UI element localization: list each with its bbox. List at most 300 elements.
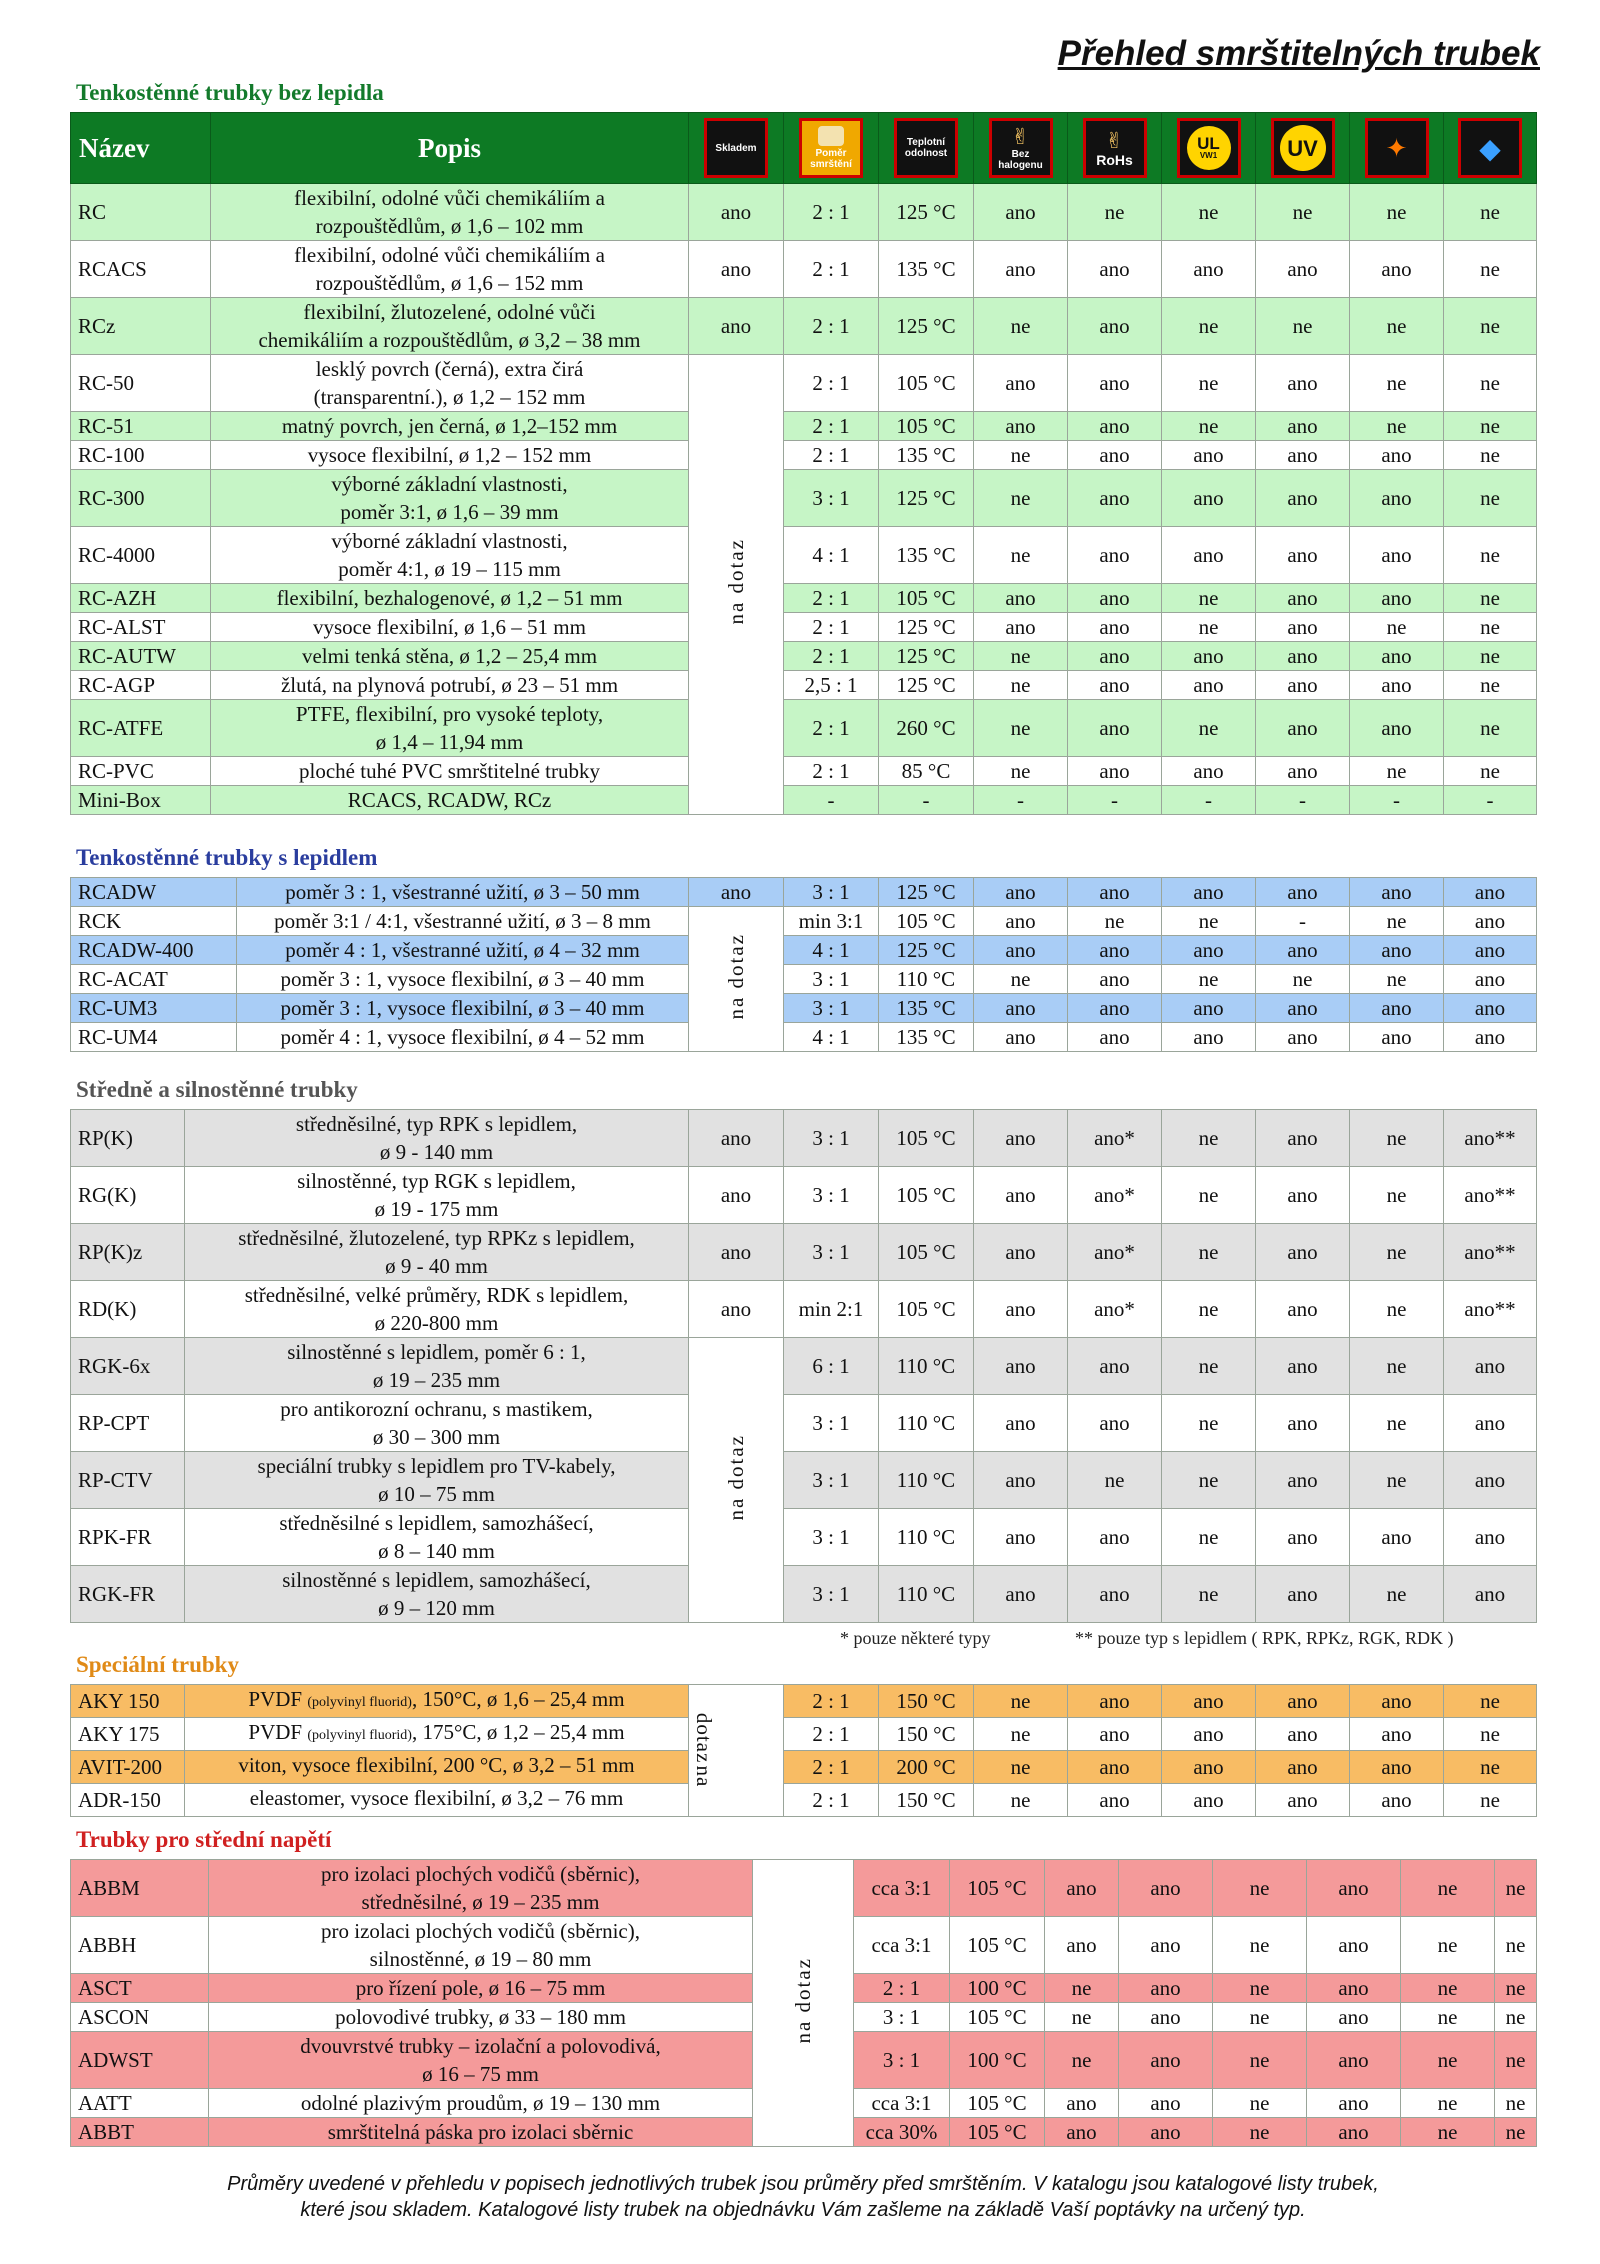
property-value: ne: [1350, 1566, 1444, 1623]
table-row: [71, 184, 1537, 241]
ratio-value: 4 : 1: [784, 936, 879, 965]
desc-line: chemikáliím a rozpouštědlům, ø 3,2 – 38 mm: [258, 328, 641, 352]
property-value: ne: [1045, 2032, 1119, 2089]
skladem-icon: Skladem: [704, 118, 768, 178]
stock-value: ano: [689, 184, 784, 241]
desc-line: PTFE, flexibilní, pro vysoké teploty,: [295, 702, 604, 726]
property-value: ano: [1045, 1860, 1119, 1917]
property-value: ano: [1162, 994, 1256, 1023]
table-medium-thick: [70, 1109, 1537, 1623]
property-value: ne: [974, 470, 1068, 527]
property-value: ne: [974, 527, 1068, 584]
desc-line: ø 16 – 75 mm: [422, 2062, 539, 2086]
property-value: ano: [1162, 936, 1256, 965]
property-value: ano: [1068, 613, 1162, 642]
product-name: ASCT: [71, 1974, 209, 2003]
property-value: ano: [1350, 470, 1444, 527]
property-value: -: [974, 786, 1068, 815]
desc-line: poměr 3 : 1, vysoce flexibilní, ø 3 – 40 mm: [280, 996, 645, 1020]
property-value: ne: [1162, 1281, 1256, 1338]
property-value: ne: [1495, 2003, 1537, 2032]
product-desc: [237, 936, 689, 965]
product-desc: [211, 412, 689, 441]
property-value: ne: [1162, 412, 1256, 441]
desc-line: lesklý povrch (černá), extra čirá: [315, 357, 584, 381]
property-value: ano: [1256, 994, 1350, 1023]
product-name: RCK: [71, 907, 237, 936]
temp-value: 105 °C: [950, 2003, 1045, 2032]
property-value: ne: [1495, 1860, 1537, 1917]
product-name: RC-ACAT: [71, 965, 237, 994]
property-value: ne: [1401, 1974, 1495, 2003]
on-request-label: na dotaz: [724, 1433, 748, 1521]
temp-value: 105 °C: [950, 1917, 1045, 1974]
property-value: ano: [1119, 1917, 1213, 1974]
property-value: ano: [1068, 1338, 1162, 1395]
temp-value: 135 °C: [879, 441, 974, 470]
property-value: ne: [1350, 907, 1444, 936]
desc-line: silnostěnné, ø 19 – 80 mm: [369, 1947, 592, 1971]
property-value: ano: [974, 1338, 1068, 1395]
desc-line: ploché tuhé PVC smrštitelné trubky: [299, 759, 600, 783]
product-name: RC-4000: [71, 527, 211, 584]
property-value: ne: [1444, 613, 1537, 642]
table-row: [71, 757, 1537, 786]
on-request-label: dotaz: [692, 1713, 716, 1764]
temp-value: -: [879, 786, 974, 815]
product-desc: [211, 355, 689, 412]
property-value: ne: [1350, 613, 1444, 642]
property-value: ano: [1444, 1395, 1537, 1452]
property-value: ano: [1256, 1224, 1350, 1281]
product-name: RC-AUTW: [71, 642, 211, 671]
property-value: ne: [1213, 1974, 1307, 2003]
product-desc: [211, 470, 689, 527]
desc-line: (transparentní.), ø 1,2 – 152 mm: [313, 385, 586, 409]
property-value: ne: [1162, 1110, 1256, 1167]
property-value: ne: [1045, 1974, 1119, 2003]
property-value: ano: [1256, 1110, 1350, 1167]
desc-line: středněsilné, velké průměry, RDK s lepidlem,: [244, 1283, 629, 1307]
property-value: ne: [1162, 1224, 1256, 1281]
desc-line: pro izolaci plochých vodičů (sběrnic),: [321, 1862, 640, 1886]
table-row: [71, 584, 1537, 613]
desc-line: dvouvrstvé trubky – izolační a polovodivá,: [300, 2034, 661, 2058]
temp-value: 150 °C: [879, 1784, 974, 1817]
property-value: ne: [974, 1751, 1068, 1784]
property-value: ne: [1162, 584, 1256, 613]
desc-line: velmi tenká stěna, ø 1,2 – 25,4 mm: [301, 644, 598, 668]
property-value: ne: [1495, 2032, 1537, 2089]
property-value: ne: [1444, 1784, 1537, 1817]
desc-part: viton, vysoce flexibilní, 200 °C, ø 3,2 – 51 mm: [238, 1753, 635, 1777]
property-value: ano: [1256, 1685, 1350, 1718]
table-row: [71, 613, 1537, 642]
product-desc: [185, 1110, 689, 1167]
temp-value: 150 °C: [879, 1718, 974, 1751]
table-row: [71, 1860, 1537, 1917]
desc-line: ø 8 – 140 mm: [378, 1539, 495, 1563]
table-row: [71, 441, 1537, 470]
property-value: ano**: [1444, 1110, 1537, 1167]
property-value: ano: [974, 1110, 1068, 1167]
desc-line: ø 9 - 140 mm: [379, 1140, 494, 1164]
ratio-value: 2 : 1: [784, 1751, 879, 1784]
ratio-value: 3 : 1: [784, 1452, 879, 1509]
ratio-value: 2 : 1: [784, 700, 879, 757]
desc-line: středněsilné, ø 19 – 235 mm: [361, 1890, 600, 1914]
desc-line: ø 19 – 235 mm: [372, 1368, 501, 1392]
desc-line: silnostěnné s lepidlem, samozhášecí,: [282, 1568, 591, 1592]
property-value: ano: [1256, 527, 1350, 584]
table-row: [71, 1110, 1537, 1167]
note-some-types: * pouze některé typy: [840, 1628, 991, 1648]
property-value: ano: [1256, 1281, 1350, 1338]
property-value: ano: [1162, 1718, 1256, 1751]
product-desc: [211, 642, 689, 671]
property-value: ano: [974, 584, 1068, 613]
temp-value: 105 °C: [950, 1860, 1045, 1917]
property-value: ne: [1444, 1718, 1537, 1751]
product-name: RCADW-400: [71, 936, 237, 965]
property-value: ne: [1350, 757, 1444, 786]
table-row: [71, 878, 1537, 907]
property-value: ne: [1444, 298, 1537, 355]
property-value: ano: [1444, 1452, 1537, 1509]
property-value: ano: [1444, 1338, 1537, 1395]
product-desc: [211, 613, 689, 642]
property-value: ano: [1068, 757, 1162, 786]
property-value: ano: [1350, 1751, 1444, 1784]
temp-value: 105 °C: [879, 1224, 974, 1281]
desc-line: poměr 4 : 1, vysoce flexibilní, ø 4 – 52 mm: [280, 1025, 645, 1049]
header-name: Název: [71, 113, 211, 184]
temp-value: 110 °C: [879, 1566, 974, 1623]
property-value: ne: [1444, 184, 1537, 241]
temp-value: 105 °C: [879, 1167, 974, 1224]
property-value: ano: [1068, 412, 1162, 441]
property-value: ano: [1119, 1860, 1213, 1917]
temp-value: 105 °C: [879, 584, 974, 613]
property-value: ne: [1350, 1338, 1444, 1395]
property-value: ne: [1256, 298, 1350, 355]
property-value: ano: [1256, 700, 1350, 757]
temp-value: 110 °C: [879, 1509, 974, 1566]
product-desc: [211, 241, 689, 298]
property-value: ne: [1444, 470, 1537, 527]
product-name: RGK-6x: [71, 1338, 185, 1395]
desc-line: pro řízení pole, ø 16 – 75 mm: [355, 1976, 606, 2000]
product-name: RC-AZH: [71, 584, 211, 613]
product-name: RP(K)z: [71, 1224, 185, 1281]
property-value: ano: [1068, 1685, 1162, 1718]
property-value: ano: [1256, 412, 1350, 441]
property-value: ne: [1444, 1685, 1537, 1718]
property-value: ano: [1256, 1338, 1350, 1395]
property-value: ne: [1162, 700, 1256, 757]
desc-line: flexibilní, odolné vůči chemikáliím a: [294, 243, 605, 267]
temp-value: 125 °C: [879, 184, 974, 241]
product-name: ADR-150: [71, 1784, 185, 1817]
property-value: ano: [1068, 241, 1162, 298]
ratio-value: 2 : 1: [784, 298, 879, 355]
table-row: [71, 671, 1537, 700]
product-name: RCz: [71, 298, 211, 355]
property-value: ne: [1162, 1509, 1256, 1566]
desc-line: ø 30 – 300 mm: [372, 1425, 501, 1449]
product-desc: [237, 965, 689, 994]
property-value: ne: [1495, 2089, 1537, 2118]
property-value: -: [1444, 786, 1537, 815]
property-value: ne: [1444, 355, 1537, 412]
property-value: ano: [1119, 1974, 1213, 2003]
table-row: [71, 527, 1537, 584]
uv-icon: UV: [1271, 118, 1335, 178]
section-title-special: Speciální trubky: [76, 1652, 239, 1677]
property-value: ne: [1162, 613, 1256, 642]
property-value: ano*: [1068, 1167, 1162, 1224]
property-value: ano: [1256, 1023, 1350, 1052]
ratio-value: 3 : 1: [854, 2003, 950, 2032]
desc-part: , 150°C, ø 1,6 – 25,4 mm: [411, 1687, 625, 1711]
stock-value: ano: [689, 878, 784, 907]
property-value: ano: [974, 184, 1068, 241]
table-row: [71, 965, 1537, 994]
product-desc: [211, 700, 689, 757]
property-value: ano: [1256, 1718, 1350, 1751]
product-name: Mini-Box: [71, 786, 211, 815]
property-value: ano: [1119, 2089, 1213, 2118]
product-desc: [185, 1509, 689, 1566]
property-value: -: [1068, 786, 1162, 815]
section-title-medium-thick: Středně a silnostěnné trubky: [76, 1077, 358, 1102]
property-value: ne: [1444, 671, 1537, 700]
property-value: ano: [1256, 1167, 1350, 1224]
property-value: ne: [1213, 1860, 1307, 1917]
desc-line: poměr 3:1 / 4:1, všestranné užití, ø 3 – 8 mm: [274, 909, 651, 933]
product-desc: [237, 994, 689, 1023]
property-value: ano*: [1068, 1110, 1162, 1167]
stock-value: ano: [689, 298, 784, 355]
property-value: ano: [1068, 1784, 1162, 1817]
desc-line: RCACS, RCADW, RCz: [347, 788, 552, 812]
desc-line: ø 9 - 40 mm: [385, 1254, 488, 1278]
table-row: [71, 1452, 1537, 1509]
desc-line: pro antikorozní ochranu, s mastikem,: [280, 1397, 593, 1421]
table-row: [71, 1509, 1537, 1566]
product-desc: [185, 1685, 689, 1718]
product-name: ABBH: [71, 1917, 209, 1974]
flame-icon: ✦: [1365, 118, 1429, 178]
desc-line: poměr 3:1, ø 1,6 – 39 mm: [340, 500, 559, 524]
property-value: ano: [1256, 613, 1350, 642]
property-value: ano: [1350, 1023, 1444, 1052]
property-value: ano: [1256, 355, 1350, 412]
temp-value: 125 °C: [879, 642, 974, 671]
table-row: [71, 700, 1537, 757]
property-value: ano: [1307, 2003, 1401, 2032]
table-row: [71, 355, 1537, 412]
ratio-value: min 2:1: [784, 1281, 879, 1338]
property-value: ano: [1256, 241, 1350, 298]
property-value: ano: [1444, 994, 1537, 1023]
desc-line: výborné základní vlastnosti,: [331, 529, 568, 553]
property-value: ano: [974, 1167, 1068, 1224]
property-value: ano: [1068, 441, 1162, 470]
property-value: ne: [1444, 584, 1537, 613]
property-value: ne: [974, 1718, 1068, 1751]
temp-value: 150 °C: [879, 1685, 974, 1718]
property-value: ano: [1350, 584, 1444, 613]
on-request-cell: [689, 1338, 784, 1623]
table-header: [71, 113, 1537, 184]
property-value: ne: [1213, 1917, 1307, 1974]
product-name: RC-UM4: [71, 1023, 237, 1052]
product-name: ASCON: [71, 2003, 209, 2032]
on-request-label: na dotaz: [791, 1956, 815, 2044]
desc-line: ø 220-800 mm: [374, 1311, 499, 1335]
property-value: ano: [1256, 878, 1350, 907]
property-value: ne: [1350, 184, 1444, 241]
property-value: ano: [1256, 1395, 1350, 1452]
ratio-value: 3 : 1: [784, 965, 879, 994]
temp-value: 105 °C: [879, 907, 974, 936]
property-value: ne: [1401, 1860, 1495, 1917]
desc-small: (polyvinyl fluorid): [307, 1695, 412, 1710]
property-value: ne: [1444, 700, 1537, 757]
property-value: ano: [1444, 936, 1537, 965]
property-value: ano: [1307, 2032, 1401, 2089]
desc-line: smrštitelná páska pro izolaci sběrnic: [327, 2120, 634, 2144]
desc-line: středněsilné s lepidlem, samozhášecí,: [279, 1511, 594, 1535]
product-name: RC-AGP: [71, 671, 211, 700]
desc-part: eleastomer, vysoce flexibilní, ø 3,2 – 76 mm: [249, 1786, 624, 1810]
product-desc: [211, 584, 689, 613]
ratio-value: 3 : 1: [784, 1566, 879, 1623]
ratio-value: min 3:1: [784, 907, 879, 936]
property-value: ano: [1162, 878, 1256, 907]
property-value: ano: [1256, 1751, 1350, 1784]
product-name: ADWST: [71, 2032, 209, 2089]
property-value: ano**: [1444, 1224, 1537, 1281]
table-row: [71, 1023, 1537, 1052]
property-value: ne: [1162, 298, 1256, 355]
ratio-value: 3 : 1: [784, 1167, 879, 1224]
property-value: ano: [1068, 642, 1162, 671]
page-title: Přehled smrštitelných trubek: [1057, 34, 1540, 73]
property-value: ano: [974, 907, 1068, 936]
property-value: ano: [1350, 936, 1444, 965]
table-thin-adhesive: [70, 877, 1537, 1052]
chemical-drop-icon: ◆: [1458, 118, 1522, 178]
property-value: ne: [1495, 1917, 1537, 1974]
product-name: RP-CTV: [71, 1452, 185, 1509]
property-value: ano: [1045, 1917, 1119, 1974]
property-value: ano: [1045, 2118, 1119, 2147]
property-value: ano: [1350, 1509, 1444, 1566]
table-medium-voltage: [70, 1859, 1537, 2147]
stock-value: ano: [689, 1167, 784, 1224]
pomer-smrsteni-icon: Poměr smrštění: [799, 118, 863, 178]
product-name: ABBT: [71, 2118, 209, 2147]
property-value: ne: [1444, 1751, 1537, 1784]
ratio-value: cca 3:1: [854, 1917, 950, 1974]
property-value: ne: [1350, 965, 1444, 994]
stock-value: ano: [689, 1281, 784, 1338]
table-row: [71, 907, 1537, 936]
property-value: ano: [1162, 1685, 1256, 1718]
table-row: [71, 994, 1537, 1023]
temp-value: 125 °C: [879, 470, 974, 527]
ratio-value: -: [784, 786, 879, 815]
property-value: ne: [1256, 965, 1350, 994]
property-value: ne: [1162, 907, 1256, 936]
ratio-value: 3 : 1: [784, 878, 879, 907]
property-value: ano: [1162, 441, 1256, 470]
desc-line: flexibilní, odolné vůči chemikáliím a: [294, 186, 605, 210]
property-value: ano: [1068, 584, 1162, 613]
desc-line: pro izolaci plochých vodičů (sběrnic),: [321, 1919, 640, 1943]
ratio-value: 2 : 1: [784, 412, 879, 441]
product-name: RC-UM3: [71, 994, 237, 1023]
product-name: RC-100: [71, 441, 211, 470]
ratio-value: 2 : 1: [854, 1974, 950, 2003]
table-row: [71, 1751, 1537, 1784]
ratio-value: 2 : 1: [784, 613, 879, 642]
temp-value: 110 °C: [879, 1338, 974, 1395]
property-value: ano: [1068, 298, 1162, 355]
property-value: ano: [1162, 757, 1256, 786]
desc-line: vysoce flexibilní, ø 1,2 – 152 mm: [307, 443, 592, 467]
table-row: [71, 241, 1537, 298]
property-value: ano**: [1444, 1167, 1537, 1224]
product-name: RP(K): [71, 1110, 185, 1167]
property-value: ne: [1162, 1452, 1256, 1509]
property-value: ano: [1068, 470, 1162, 527]
temp-value: 200 °C: [879, 1751, 974, 1784]
product-name: AKY 175: [71, 1718, 185, 1751]
product-desc: [209, 2118, 753, 2147]
bez-halogenu-icon: ✌ Bez halogenu: [989, 118, 1053, 178]
teplotni-odolnost-icon: Teplotní odolnost: [894, 118, 958, 178]
ratio-value: 3 : 1: [784, 470, 879, 527]
temp-value: 135 °C: [879, 241, 974, 298]
property-value: ano: [1307, 2089, 1401, 2118]
ratio-value: cca 30%: [854, 2118, 950, 2147]
desc-line: středněsilné, typ RPK s lepidlem,: [295, 1112, 578, 1136]
ratio-value: 2 : 1: [784, 1718, 879, 1751]
table-special: [70, 1684, 1537, 1817]
desc-line: poměr 4 : 1, všestranné užití, ø 4 – 32 mm: [285, 938, 640, 962]
temp-value: 110 °C: [879, 1452, 974, 1509]
property-value: ano: [1068, 1395, 1162, 1452]
property-value: ano: [974, 1509, 1068, 1566]
property-value: ano: [1307, 1860, 1401, 1917]
property-value: ne: [1162, 1338, 1256, 1395]
property-value: ne: [1444, 642, 1537, 671]
desc-line: výborné základní vlastnosti,: [331, 472, 568, 496]
property-value: -: [1350, 786, 1444, 815]
product-desc: [209, 2032, 753, 2089]
product-name: AVIT-200: [71, 1751, 185, 1784]
property-value: ne: [1401, 2003, 1495, 2032]
property-value: ano: [1119, 2003, 1213, 2032]
property-value: -: [1256, 907, 1350, 936]
ratio-value: 6 : 1: [784, 1338, 879, 1395]
table-row: [71, 936, 1537, 965]
product-desc: [211, 527, 689, 584]
ratio-value: 2,5 : 1: [784, 671, 879, 700]
